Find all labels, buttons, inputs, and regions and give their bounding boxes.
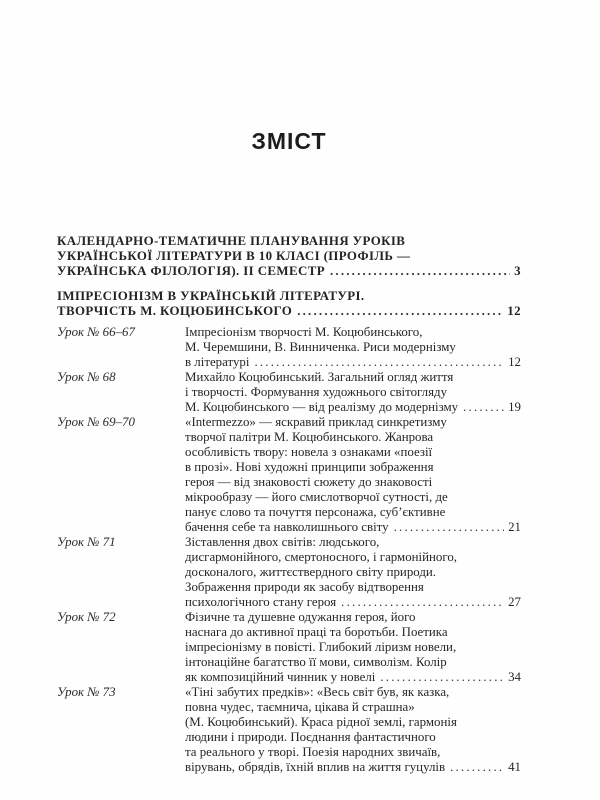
desc-line: Зіставлення двох світів: людського, [185,535,380,549]
desc-line: в літературі [185,355,250,369]
desc-line: «Тіні забутих предків»: «Весь світ був, як казка, [185,685,450,699]
page-title: ЗМІСТ [251,128,327,154]
heading-line: ІМПРЕСІОНІЗМ В УКРАЇНСЬКІЙ ЛІТЕРАТУРІ. [57,289,365,303]
desc-line: героя — від знаковості сюжету до знаковості [185,475,433,489]
desc-line: Михайло Коцюбинський. Загальний огляд життя [185,370,454,384]
dot-leader [341,595,504,610]
lesson-description [185,685,521,775]
dot-leader [380,670,504,685]
toc-entry [57,325,521,370]
dot-leader [297,304,503,319]
lesson-description [185,325,521,370]
desc-line: мікрообразу — його смислотворчої сутності, де [185,490,448,504]
lesson-label: Урок № 68 [57,370,116,384]
desc-line: дисгармонійного, смертоносного, і гармонійного, [185,550,458,564]
desc-line: в прозі». Нові художні принципи зображення [185,460,434,474]
heading-line: УКРАЇНСЬКА ФІЛОЛОГІЯ). ІІ СЕМЕСТР [57,264,325,278]
desc-line: М. Коцюбинського — від реалізму до модернізму [185,400,459,414]
desc-line: «Intermezzo» — яскравий приклад синкретизму [185,415,447,429]
desc-line: (М. Коцюбинський). Краса рідної землі, гармонія [185,715,457,729]
toc-entry [57,685,521,775]
heading-line: УКРАЇНСЬКОЇ ЛІТЕРАТУРИ В 10 КЛАСІ (ПРОФІЛЬ — [57,249,411,263]
heading-line: ТВОРЧІСТЬ М. КОЦЮБИНСЬКОГО [57,304,293,318]
desc-line: імпресіонізму в повісті. Глибокий ліризм новели, [185,640,457,654]
page-number: 41 [508,760,521,774]
desc-line: повна чудес, таємнича, цікава й страшна» [185,700,415,714]
lesson-description [185,415,521,535]
toc-entry [57,370,521,415]
page-number: 3 [514,264,521,278]
lesson-label: Урок № 73 [57,685,116,699]
lesson-label: Урок № 71 [57,535,116,549]
toc-entry [57,610,521,685]
lesson-description [185,610,521,685]
desc-line: психологічного стану героя [185,595,337,609]
page-number: 27 [508,595,521,609]
page-number: 12 [507,304,521,318]
desc-line: та реального у творі. Поезія народних звичаїв, [185,745,441,759]
desc-line: М. Черемшини, В. Винниченка. Риси модернізму [185,340,456,354]
page-number: 19 [508,400,521,414]
desc-line: бачення себе та навколишнього світу [185,520,389,534]
desc-line: особливість твору: новела з ознаками «поезії [185,445,433,459]
desc-line: Імпресіонізм творчості М. Коцюбинського, [185,325,423,339]
desc-line: досконалого, життєствердного світу природи. [185,565,437,579]
lesson-label: Урок № 69–70 [57,415,135,429]
toc-entry [57,535,521,610]
desc-line: Фізичне та душевне одужання героя, його [185,610,416,624]
toc-section-heading [57,234,521,279]
dot-leader [254,355,504,370]
toc-entry [57,415,521,535]
desc-line: і творчості. Формування художнього світогляду [185,385,448,399]
dot-leader [463,400,504,415]
desc-line: інтонаційне багатство її мови, символізм. Колір [185,655,447,669]
desc-line: Зображення природи як засобу відтворення [185,580,424,594]
desc-line: наснага до активної праці та боротьби. Поетика [185,625,448,639]
lesson-label: Урок № 72 [57,610,116,624]
lesson-description [185,370,521,415]
toc-section-heading [57,289,521,319]
heading-line: КАЛЕНДАРНО-ТЕМАТИЧНЕ ПЛАНУВАННЯ УРОКІВ [57,234,406,248]
page-number: 12 [508,355,521,369]
desc-line: людини і природи. Поєднання фантастичного [185,730,436,744]
page-number: 34 [508,670,521,684]
page-number: 21 [508,520,521,534]
desc-line: панує слово та почуття персонажа, суб’єктивне [185,505,446,519]
dot-leader [330,264,510,279]
dot-leader [450,760,504,775]
desc-line: вірувань, обрядів, їхній вплив на життя гуцулів [185,760,446,774]
lesson-description [185,535,521,610]
dot-leader [394,520,505,535]
table-of-contents [57,234,521,775]
desc-line: творчої палітри М. Коцюбинського. Жанрова [185,430,434,444]
desc-line: як композиційний чинник у новелі [185,670,376,684]
lesson-label: Урок № 66–67 [57,325,135,339]
